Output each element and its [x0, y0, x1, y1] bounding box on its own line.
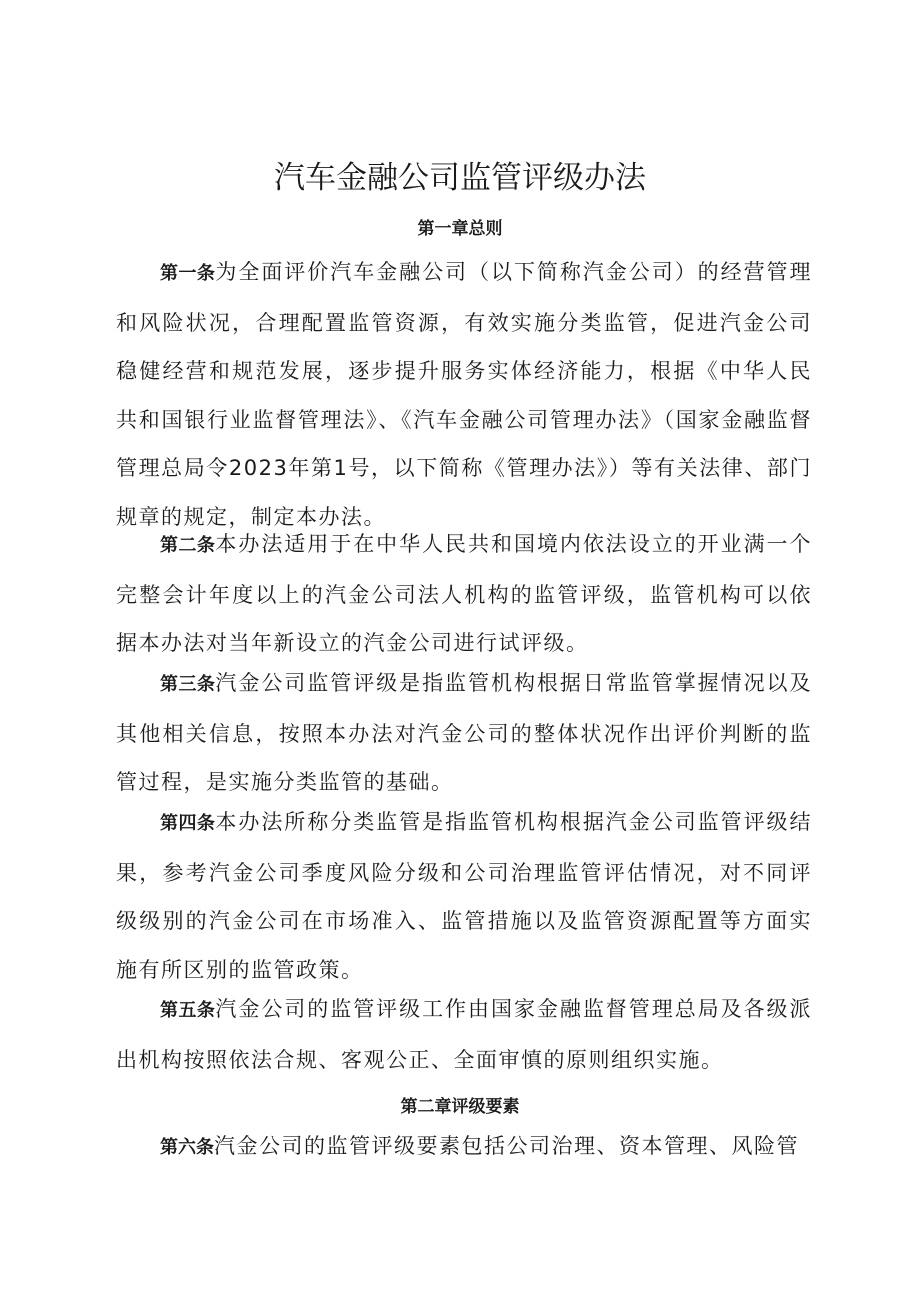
article-4	[116, 798, 812, 994]
article-number: 第三条	[160, 674, 216, 695]
article-3	[116, 659, 812, 807]
article-number: 第六条	[160, 1137, 214, 1158]
article-6	[116, 1122, 812, 1173]
document-title: 汽车金融公司监管评级办法	[274, 160, 646, 196]
article-text: 本办法所称分类监管是指监管机构根据汽金公司监管评级结果，参考汽金公司季度风险分级和公司治理监管评估情况，对不同评级级别的汽金公司在市场准入、监管措施以及监管资源配置等方面实施有所区别的监管政策。	[116, 810, 813, 982]
article-number: 第四条	[160, 813, 216, 834]
article-text: 汽金公司的监管评级要素包括公司治理、资本管理、风险管	[214, 1134, 799, 1158]
article-text: 汽金公司的监管评级工作由国家金融监督管理总局及各级派出机构按照依法合规、客观公正、全面审慎的原则组织实施。	[116, 997, 813, 1072]
chapter-heading: 第二章评级要素	[400, 1097, 520, 1117]
article-text: 汽金公司监管评级是指监管机构根据日常监管掌握情况以及其他相关信息，按照本办法对汽金公司的整体状况作出评价判断的监管过程，是实施分类监管的基础。	[116, 671, 813, 794]
article-number: 第五条	[160, 1000, 216, 1021]
chapter-heading: 第一章总则	[417, 219, 503, 239]
article-text: 本办法适用于在中华人民共和国境内依法设立的开业满一个完整会计年度以上的汽金公司法人机构的监管评级，监管机构可以依据本办法对当年新设立的汽金公司进行试评级。	[116, 532, 813, 655]
article-number: 第二条	[160, 535, 216, 556]
article-number: 第一条	[160, 263, 216, 284]
article-2	[116, 520, 812, 668]
article-5	[116, 985, 812, 1084]
article-text: 为全面评价汽车金融公司（以下简称汽金公司）的经营管理和风险状况，合理配置监管资源，有效实施分类监管，促进汽金公司稳健经营和规范发展，逐步提升服务实体经济能力，根据《中华人民共和国银行业监督管理法》、《汽车金融公司管理办法》（国家金融监督管理总局令2023年第1号，以下简称《管理办法》）等有关法律、部门规章的规定，制定本办法。	[116, 260, 813, 529]
article-1	[116, 248, 812, 541]
